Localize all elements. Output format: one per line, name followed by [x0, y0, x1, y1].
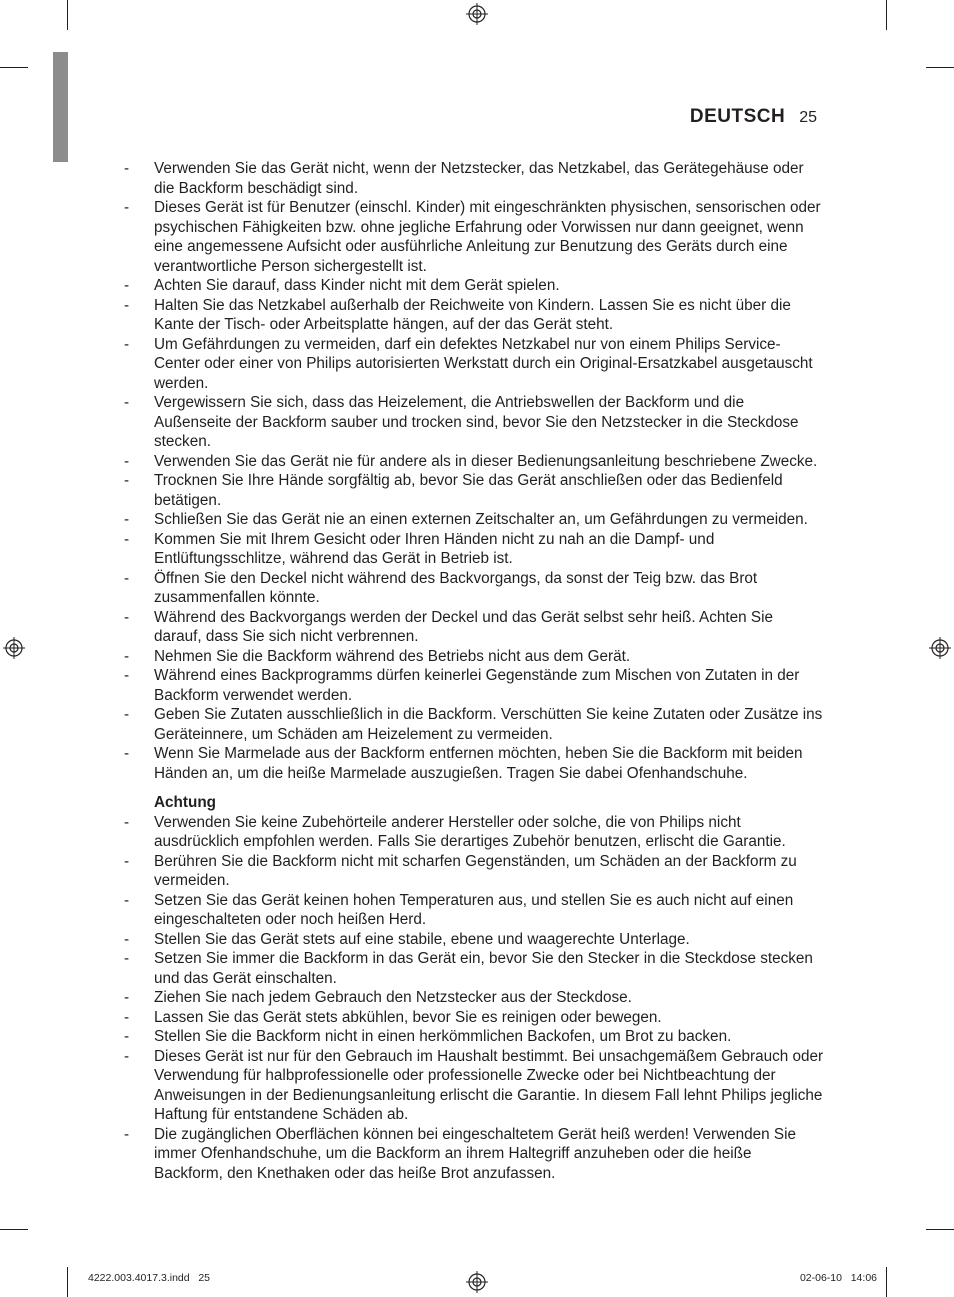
list-item: - Verwenden Sie das Gerät nie für andere als in dieser Bedienungsanleitung beschriebene Zwecke. — [124, 452, 818, 470]
list-item: - Um Gefährdungen zu vermeiden, darf ein defektes Netzkabel nur von einem Philips Service-Center oder einer von Philips autorisierten Werkstatt durch ein Original-Ersatzkabel ausgetauscht werden. — [124, 335, 813, 392]
list-item: - Setzen Sie das Gerät keinen hohen Temperaturen aus, und stellen Sie es auch nicht auf einen eingeschalteten oder noch heißen Herd. — [124, 891, 794, 928]
caution-heading: Achtung — [154, 794, 217, 811]
list-item: - Stellen Sie die Backform nicht in einen herkömmlichen Backofen, um Brot zu backen. — [124, 1028, 732, 1045]
list-item: - Die zugänglichen Oberflächen können bei eingeschaltetem Gerät heiß werden! Verwenden Sie immer Ofenhandschuhe, um die Backform an ihrem Haltegriff anzuheben oder die heiße Backform, den Knethaken oder das heiße Brot anzufassen. — [124, 1125, 797, 1182]
list-item: - Vergewissern Sie sich, dass das Heizelement, die Antriebswellen der Backform und die Außenseite der Backform sauber und trocken sind, bevor Sie den Netzstecker in die Steckdose stecken. — [124, 394, 799, 450]
list-item: - Ziehen Sie nach jedem Gebrauch den Netzstecker aus der Steckdose. — [124, 989, 632, 1006]
list-item: - Verwenden Sie keine Zubehörteile anderer Hersteller oder solche, die von Philips nicht ausdrücklich empfohlen werden. Falls Sie derartiges Zubehör benutzen, erlischt die Garantie. — [124, 813, 786, 850]
page-header — [690, 106, 817, 128]
list-item: - Dieses Gerät ist nur für den Gebrauch im Haushalt bestimmt. Bei unsachgemäßem Gebrauch oder Verwendung für halbprofessionelle oder professionelle Zwecke oder bei Nichtbeachtung der Anweisungen in der Bedienungsanleitung erlischt die Garantie. In diesem Fall lehnt Philips jegliche Haftung für entstandene Schäden ab. — [124, 1047, 824, 1123]
list-item: - Nehmen Sie die Backform während des Betriebs nicht aus dem Gerät. — [124, 647, 631, 665]
list-item: - Geben Sie Zutaten ausschließlich in die Backform. Verschütten Sie keine Zutaten oder Zusätze ins Geräteinnere, um Schäden am Heizelement zu vermeiden. — [124, 706, 823, 743]
warnings-list — [124, 159, 824, 783]
list-item: - Während eines Backprogramms dürfen keinerlei Gegenstände zum Mischen von Zutaten in der Backform verwendet werden. — [124, 667, 800, 704]
footer-file-info: 4222.003.4017.3.indd 25 — [88, 1272, 211, 1284]
list-item: - Schließen Sie das Gerät nie an einen externen Zeitschalter an, um Gefährdungen zu vermeiden. — [124, 511, 808, 528]
list-item: - Achten Sie darauf, dass Kinder nicht mit dem Gerät spielen. — [124, 277, 560, 294]
page-number: 25 — [799, 109, 817, 126]
list-item: - Wenn Sie Marmelade aus der Backform entfernen möchten, heben Sie die Backform mit beiden Händen an, um die heiße Marmelade auszugießen. Tragen Sie dabei Ofenhandschuhe. — [124, 745, 803, 782]
footer-date: 02-06-10 14:06 — [799, 1272, 877, 1284]
safety-content — [124, 159, 824, 1183]
crop-mark — [926, 1229, 954, 1230]
language-tab — [53, 52, 68, 162]
registration-mark-icon — [3, 637, 25, 659]
list-item: - Verwenden Sie das Gerät nicht, wenn der Netzstecker, das Netzkabel, das Gerätegehäuse oder die Backform beschädigt sind. — [124, 160, 804, 197]
list-item: - Trocknen Sie Ihre Hände sorgfältig ab, bevor Sie das Gerät anschließen oder das Bedienfeld betätigen. — [124, 472, 783, 509]
crop-mark — [886, 0, 887, 30]
list-item: - Setzen Sie immer die Backform in das Gerät ein, bevor Sie den Stecker in die Steckdose stecken und das Gerät einschalten. — [124, 950, 813, 987]
list-item: - Berühren Sie die Backform nicht mit scharfen Gegenständen, um Schäden an der Backform zu vermeiden. — [124, 852, 797, 889]
crop-mark — [67, 0, 68, 30]
registration-mark-icon — [466, 1271, 488, 1293]
crop-mark — [886, 1267, 887, 1297]
crop-mark — [926, 67, 954, 68]
list-item: - Stellen Sie das Gerät stets auf eine stabile, ebene und waagerechte Unterlage. — [124, 930, 690, 948]
list-item: - Lassen Sie das Gerät stets abkühlen, bevor Sie es reinigen oder bewegen. — [124, 1008, 662, 1026]
registration-mark-icon — [929, 637, 951, 659]
list-item: - Dieses Gerät ist für Benutzer (einschl. Kinder) mit eingeschränkten physischen, sensorischen oder psychischen Fähigkeiten bzw. ohne jegliche Erfahrung oder Vorwissen nur dann geeignet, wenn eine angemessene Aufsicht oder ausführliche Anleitung zur Benutzung des Geräts durch eine verantwortliche Person sichergestellt ist. — [124, 199, 821, 275]
crop-mark — [0, 1229, 28, 1230]
list-item: - Während des Backvorgangs werden der Deckel und das Gerät selbst sehr heiß. Achten Sie darauf, dass Sie sich nicht verbrennen. — [124, 608, 774, 645]
list-item: - Öffnen Sie den Deckel nicht während des Backvorgangs, da sonst der Teig bzw. das Brot zusammenfallen könnte. — [124, 569, 758, 606]
registration-mark-icon — [466, 3, 488, 25]
list-item: - Halten Sie das Netzkabel außerhalb der Reichweite von Kindern. Lassen Sie es nicht über die Kante der Tisch- oder Arbeitsplatte hängen, auf der das Gerät steht. — [124, 296, 791, 333]
crop-mark — [67, 1267, 68, 1297]
language-title: DEUTSCH — [689, 106, 786, 127]
crop-mark — [0, 67, 28, 68]
caution-list — [124, 813, 824, 1184]
list-item: - Kommen Sie mit Ihrem Gesicht oder Ihren Händen nicht zu nah an die Dampf- und Entlüftungsschlitze, während das Gerät in Betrieb ist. — [124, 530, 715, 567]
